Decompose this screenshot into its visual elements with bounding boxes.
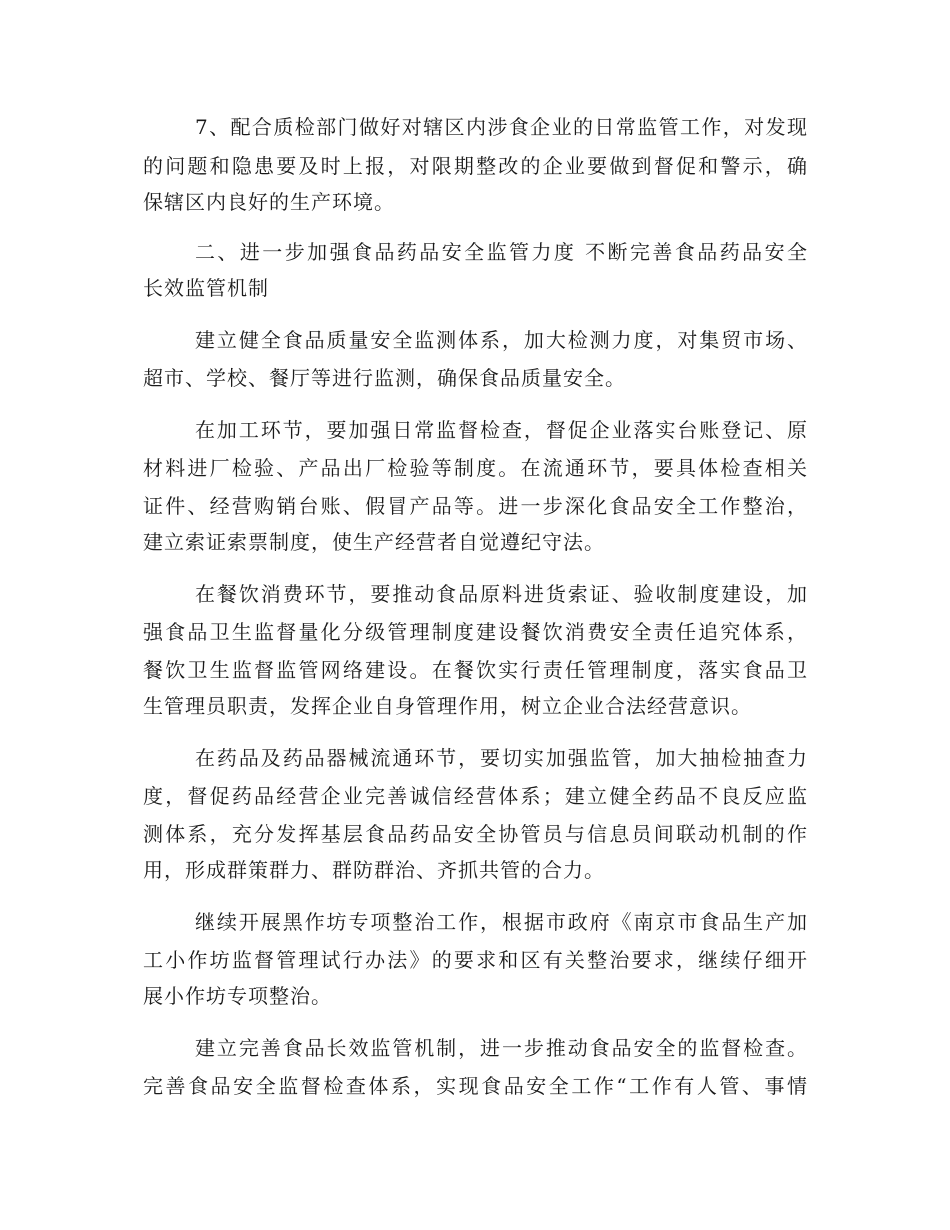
paragraph-5-line-2: 强食品卫生监督量化分级管理制度建设餐饮消费安全责任追究体系， (143, 620, 808, 644)
section-heading-line-2: 长效监管机制 (143, 276, 269, 300)
paragraph-3-line-2: 超市、学校、餐厅等进行监测，确保食品质量安全。 (143, 366, 626, 390)
paragraph-4-line-1: 在加工环节，要加强日常监督检查，督促企业落实台账登记、原 (195, 418, 808, 442)
paragraph-5-line-3: 餐饮卫生监督监管网络建设。在餐饮实行责任管理制度，落实食品卫 (143, 658, 808, 682)
paragraph-5-line-1: 在餐饮消费环节，要推动食品原料进货索证、验收制度建设，加 (195, 582, 808, 606)
paragraph-1-line-2: 的问题和隐患要及时上报，对限期整改的企业要做到督促和警示，确 (143, 154, 808, 178)
paragraph-4-line-3: 证件、经营购销台账、假冒产品等。进一步深化食品安全工作整治， (143, 494, 808, 518)
paragraph-4-line-2: 材料进厂检验、产品出厂检验等制度。在流通环节，要具体检查相关 (143, 456, 808, 480)
paragraph-6-line-1: 在药品及药品器械流通环节，要切实加强监管，加大抽检抽查力 (195, 746, 808, 770)
paragraph-5-line-4: 生管理员职责，发挥企业自身管理作用，树立企业合法经营意识。 (143, 694, 752, 718)
paragraph-1-line-1: 7、配合质检部门做好对辖区内涉食企业的日常监管工作，对发现 (195, 115, 808, 139)
paragraph-7-line-1: 继续开展黑作坊专项整治工作，根据市政府《南京市食品生产加 (195, 910, 808, 934)
paragraph-1-line-3: 保辖区内良好的生产环境。 (143, 190, 395, 214)
paragraph-8-line-1: 建立完善食品长效监管机制，进一步推动食品安全的监督检查。 (195, 1036, 808, 1060)
paragraph-6-line-2: 度，督促药品经营企业完善诚信经营体系；建立健全药品不良反应监 (143, 784, 808, 808)
paragraph-6-line-3: 测体系，充分发挥基层食品药品安全协管员与信息员间联动机制的作 (143, 822, 808, 846)
paragraph-8-line-2: 完善食品安全监督检查体系，实现食品安全工作“工作有人管、事情 (143, 1074, 808, 1098)
paragraph-4-line-4: 建立索证索票制度，使生产经营者自觉遵纪守法。 (143, 530, 605, 554)
paragraph-7-line-3: 展小作坊专项整治。 (143, 984, 332, 1008)
paragraph-7-line-2: 工小作坊监督管理试行办法》的要求和区有关整治要求，继续仔细开 (143, 948, 808, 972)
section-heading-line-1: 二、进一步加强食品药品安全监管力度 不断完善食品药品安全 (195, 240, 808, 264)
paragraph-6-line-4: 用，形成群策群力、群防群治、齐抓共管的合力。 (143, 858, 605, 882)
paragraph-3-line-1: 建立健全食品质量安全监测体系，加大检测力度，对集贸市场、 (195, 328, 808, 352)
